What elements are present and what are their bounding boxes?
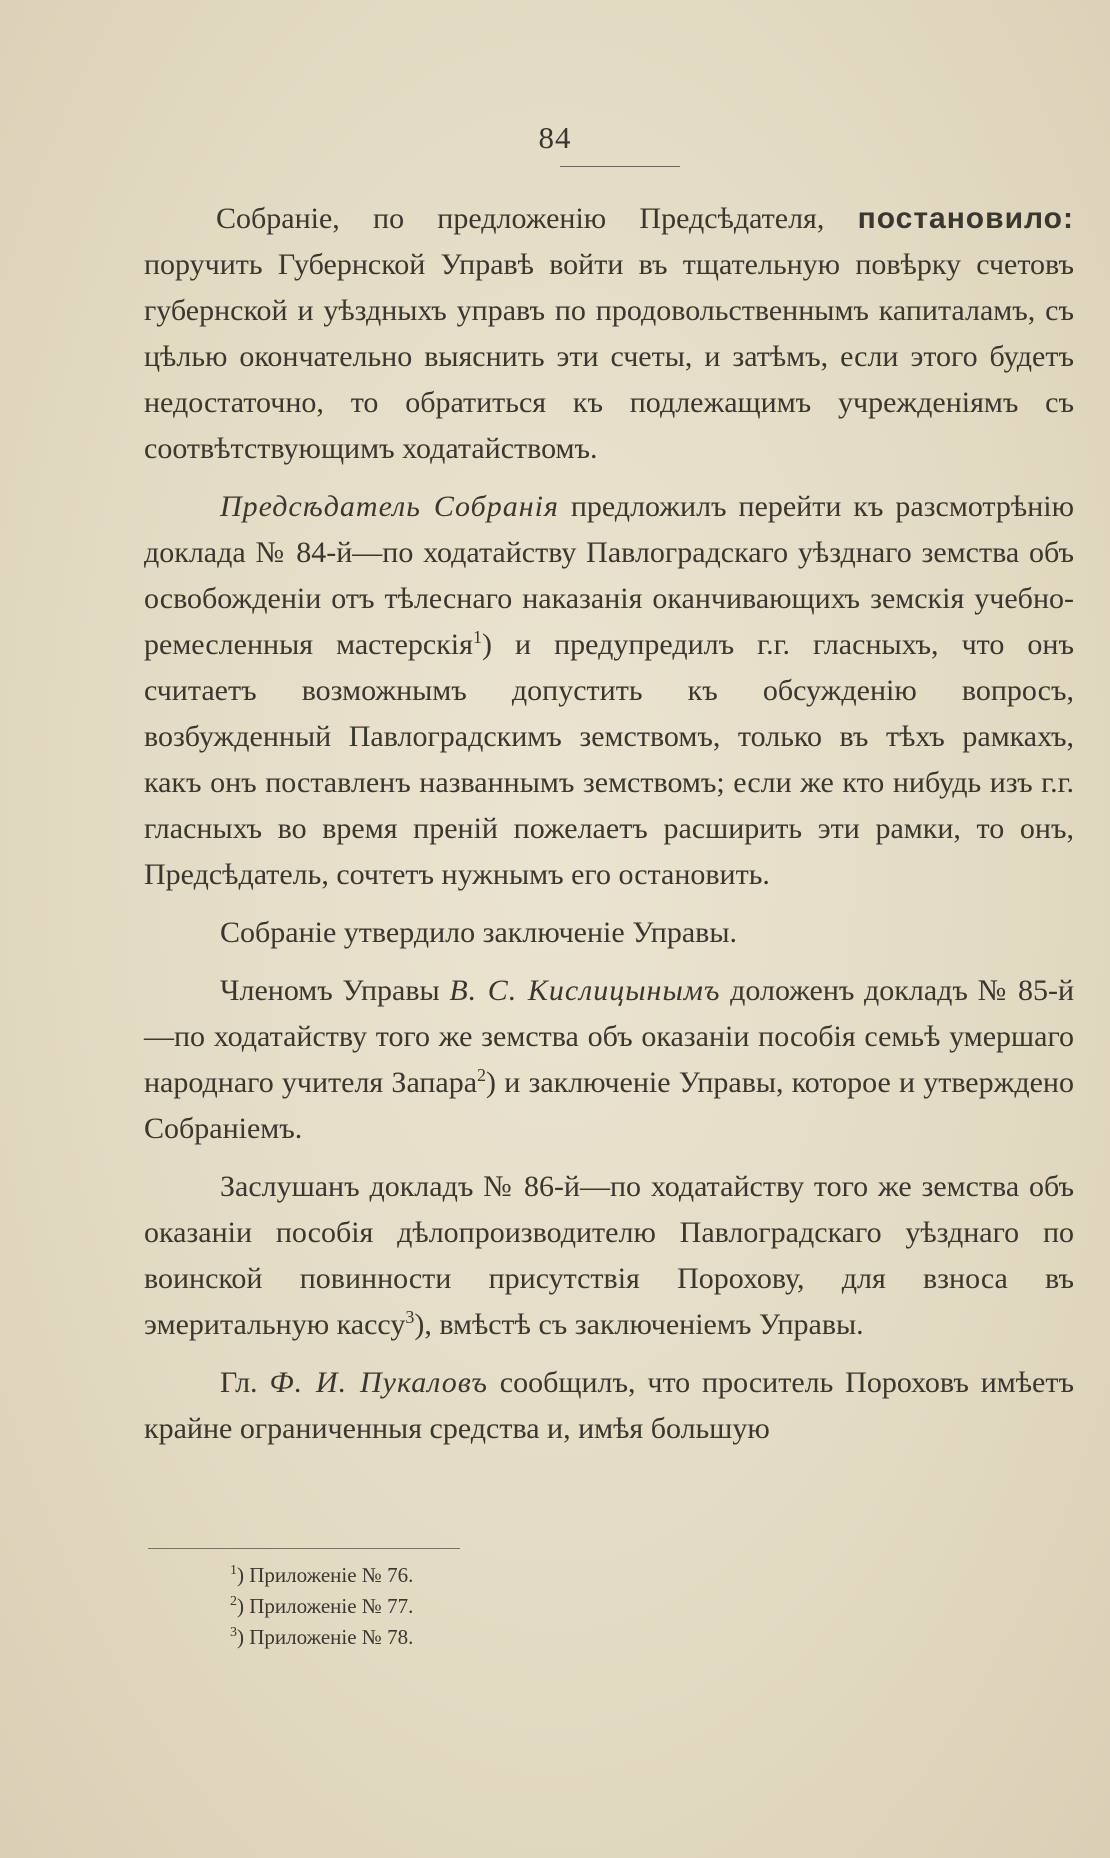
paragraph-text: доложенъ докладъ № 85-й—по ходатайству того же земства объ оказаніи пособія семьѣ умершаго народнаго учителя Запара (144, 974, 1075, 1099)
paragraph-text: Заслушанъ докладъ № 86-й—по ходатайству того же земства объ оказаніи пособія дѣлопроизводителю Павлоградскаго уѣзднаго по воинской повинности присутствія Порохову, для взноса въ эмеритальную кассу (144, 1170, 1074, 1341)
resolution-keyword: постановило: (857, 202, 1074, 235)
speaker-name: Ф. И. Пукаловъ (269, 1366, 488, 1399)
footnote (230, 1560, 830, 1591)
footnote-divider (148, 1548, 460, 1549)
footnote-ref: 3 (405, 1307, 415, 1327)
paragraph-approval (144, 910, 1074, 956)
paragraph-report-85 (144, 968, 1074, 1152)
footnote-mark: 2 (230, 1594, 237, 1609)
footnote-text: ) Приложеніе № 78. (237, 1625, 414, 1649)
paragraph-text: Членомъ Управы (220, 974, 450, 1007)
paragraph-text: предложилъ перейти къ разсмотрѣнію доклада № 84-й—по ходатайству Павлоградскаго уѣзднаго земства объ освобожденіи отъ тѣлеснаго наказанія оканчивающихъ земскія учебно-ремесленныя мастерскія (144, 490, 1074, 661)
page-body (144, 196, 1074, 1452)
paragraph-report-86 (144, 1164, 1074, 1348)
footnote (230, 1591, 830, 1622)
footnote-ref: 2 (477, 1065, 487, 1085)
paragraph-text: Собраніе, по предложенію Предсѣдателя, (216, 202, 858, 235)
footnote-mark: 3 (230, 1625, 237, 1640)
paragraph-text: Собраніе утвердило заключеніе Управы. (220, 916, 737, 949)
speaker-name: Предсѣдатель Собранія (220, 490, 559, 523)
paragraph-chairman-proposal (144, 484, 1074, 898)
paragraph-text: сообщилъ, что проситель Пороховъ имѣетъ крайне ограниченныя средства и, имѣя большую (144, 1366, 1074, 1445)
paragraph-text: Гл. (220, 1366, 270, 1399)
footnote-text: ) Приложеніе № 77. (237, 1594, 414, 1618)
paragraph-pukalov (144, 1360, 1074, 1452)
paragraph-text: ) и предупредилъ г.г. гласныхъ, что онъ считаетъ возможнымъ допустить къ обсужденію вопросъ, возбужденный Павлоградскимъ земствомъ, только въ тѣхъ рамкахъ, какъ онъ поставленъ названнымъ земствомъ; если же кто нибудь изъ г.г. гласныхъ во время преній пожелаетъ расширить эти рамки, то онъ, Предсѣдатель, сочтетъ нужнымъ его остановить. (144, 628, 1074, 891)
paragraph-text: ) и заключеніе Управы, которое и утверждено Собраніемъ. (144, 1066, 1074, 1145)
speaker-name: В. С. Кислицынымъ (449, 974, 721, 1007)
footnote-ref: 1 (472, 627, 482, 647)
page-number: 84 (538, 120, 572, 155)
paragraph-text: поручить Губернской Управѣ войти въ тщательную повѣрку счетовъ губернской и уѣздныхъ управъ по продовольственнымъ капиталамъ, съ цѣлью окончательно выяснить эти счеты, и затѣмъ, если этого будетъ недостаточно, то обратиться къ подлежащимъ учрежденіямъ съ соотвѣтствующимъ ходатайствомъ. (144, 248, 1074, 465)
footnote (230, 1622, 830, 1653)
page-number-rule (560, 166, 680, 167)
paragraph-text: ), вмѣстѣ съ заключеніемъ Управы. (414, 1308, 864, 1341)
footnote-text: ) Приложеніе № 76. (237, 1563, 414, 1587)
footnote-mark: 1 (230, 1563, 237, 1578)
footnotes (230, 1560, 830, 1653)
paragraph-resolution (144, 196, 1074, 472)
